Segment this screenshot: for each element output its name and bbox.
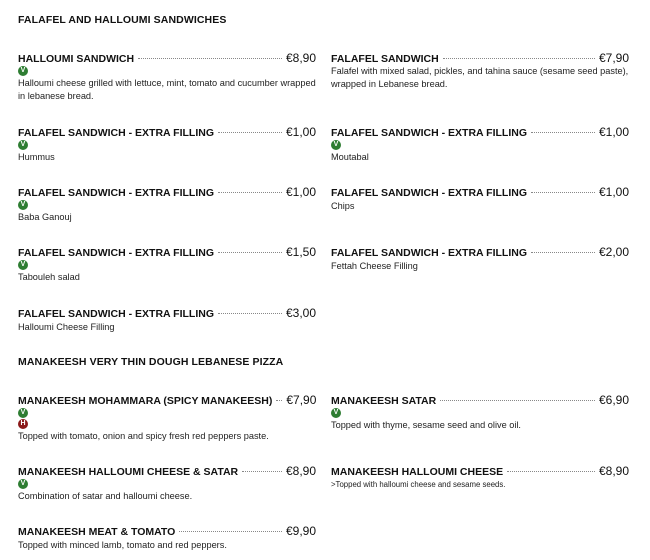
dietary-badges	[18, 408, 316, 429]
item-price: €8,90	[285, 51, 316, 65]
leader-dots	[531, 252, 595, 253]
item-description: Tabouleh salad	[18, 272, 80, 282]
item-description: Halloumi cheese grilled with lettuce, mint, tomato and cucumber wrapped in lebanese bread.	[18, 78, 316, 101]
item-description: >Topped with halloumi cheese and sesame seeds.	[331, 480, 506, 489]
item-price: €6,90	[598, 393, 629, 407]
leader-dots	[179, 531, 282, 532]
vegetarian-icon: V	[331, 408, 341, 418]
dietary-badges	[18, 66, 316, 76]
item-price: €1,00	[598, 125, 629, 139]
vegetarian-icon: V	[18, 200, 28, 210]
item-description: Topped with tomato, onion and spicy fresh red peppers paste.	[18, 431, 269, 441]
item-name: MANAKEESH HALLOUMI CHEESE	[331, 466, 504, 478]
item-price: €8,90	[285, 464, 316, 478]
dietary-badges	[18, 479, 316, 489]
item-name: FALAFEL SANDWICH - EXTRA FILLING	[18, 247, 214, 259]
leader-dots	[242, 471, 282, 472]
vegetarian-icon: V	[331, 140, 341, 150]
leader-dots	[443, 58, 595, 59]
dietary-badges	[331, 140, 629, 150]
menu-item-extra-tabouleh[interactable]	[18, 245, 316, 284]
item-name: FALAFEL SANDWICH - EXTRA FILLING	[18, 127, 214, 139]
menu-item-extra-baba-ganouj[interactable]	[18, 185, 316, 224]
item-description: Topped with minced lamb, tomato and red peppers.	[18, 540, 227, 550]
item-price: €1,00	[285, 125, 316, 139]
vegetarian-icon: V	[18, 140, 28, 150]
item-price: €1,50	[285, 245, 316, 259]
vegetarian-icon: V	[18, 260, 28, 270]
leader-dots	[218, 313, 282, 314]
item-price: €1,00	[598, 185, 629, 199]
item-description: Topped with thyme, sesame seed and olive oil.	[331, 420, 521, 430]
vegetarian-icon: V	[18, 66, 28, 76]
menu-item-halloumi-sandwich[interactable]	[18, 51, 316, 103]
item-description: Halloumi Cheese Filling	[18, 322, 115, 332]
menu-item-manakeesh-halloumi-satar[interactable]	[18, 464, 316, 503]
menu-item-manakeesh-meat-tomato[interactable]	[18, 524, 316, 552]
dietary-badges	[18, 260, 316, 270]
hot-spicy-icon: H	[18, 419, 28, 429]
item-name: FALAFEL SANDWICH - EXTRA FILLING	[18, 187, 214, 199]
leader-dots	[276, 400, 282, 401]
menu-item-manakeesh-halloumi-cheese[interactable]	[331, 464, 629, 491]
leader-dots	[531, 132, 595, 133]
section-title-manakeesh: MANAKEESH VERY THIN DOUGH LEBANESE PIZZA	[18, 356, 284, 368]
item-price: €7,90	[598, 51, 629, 65]
menu-item-manakeesh-mohammara[interactable]	[18, 393, 316, 443]
menu-item-manakeesh-satar[interactable]	[331, 393, 629, 432]
item-description: Hummus	[18, 152, 55, 162]
item-name: MANAKEESH SATAR	[331, 395, 437, 407]
leader-dots	[218, 252, 282, 253]
item-price: €2,00	[598, 245, 629, 259]
menu-item-extra-chips[interactable]	[331, 185, 629, 213]
item-description: Moutabal	[331, 152, 369, 162]
leader-dots	[218, 132, 282, 133]
menu-item-extra-fettah-cheese[interactable]	[331, 245, 629, 273]
item-name: HALLOUMI SANDWICH	[18, 53, 135, 65]
item-price: €3,00	[285, 306, 316, 320]
dietary-badges	[18, 140, 316, 150]
item-description: Fettah Cheese Filling	[331, 261, 418, 271]
item-name: FALAFEL SANDWICH - EXTRA FILLING	[331, 187, 527, 199]
item-price: €8,90	[598, 464, 629, 478]
item-name: MANAKEESH MEAT & TOMATO	[18, 526, 176, 538]
menu-item-falafel-sandwich[interactable]	[331, 51, 629, 91]
menu-item-extra-halloumi-cheese[interactable]	[18, 306, 316, 334]
dietary-badges	[331, 408, 629, 418]
item-name: FALAFEL SANDWICH - EXTRA FILLING	[18, 308, 214, 320]
item-description: Combination of satar and halloumi cheese.	[18, 491, 193, 501]
vegetarian-icon: V	[18, 479, 28, 489]
dietary-badges	[18, 200, 316, 210]
item-name: MANAKEESH MOHAMMARA (SPICY MANAKEESH)	[18, 395, 273, 407]
item-description: Chips	[331, 201, 355, 211]
section-title-sandwiches: FALAFEL AND HALLOUMI SANDWICHES	[18, 14, 227, 26]
leader-dots	[138, 58, 282, 59]
menu-item-extra-hummus[interactable]	[18, 125, 316, 164]
leader-dots	[531, 192, 595, 193]
item-name: MANAKEESH HALLOUMI CHEESE & SATAR	[18, 466, 239, 478]
item-description: Baba Ganouj	[18, 212, 72, 222]
menu-item-extra-moutabal[interactable]	[331, 125, 629, 164]
leader-dots	[507, 471, 595, 472]
item-price: €1,00	[285, 185, 316, 199]
item-price: €9,90	[285, 524, 316, 538]
leader-dots	[218, 192, 282, 193]
item-name: FALAFEL SANDWICH - EXTRA FILLING	[331, 127, 527, 139]
item-name: FALAFEL SANDWICH - EXTRA FILLING	[331, 247, 527, 259]
item-name: FALAFEL SANDWICH	[331, 53, 439, 65]
item-description: Falafel with mixed salad, pickles, and tahina sauce (sesame seed paste), wrapped in Lebanese bread.	[331, 66, 629, 89]
vegetarian-icon: V	[18, 408, 28, 418]
item-price: €7,90	[286, 393, 317, 407]
leader-dots	[440, 400, 595, 401]
